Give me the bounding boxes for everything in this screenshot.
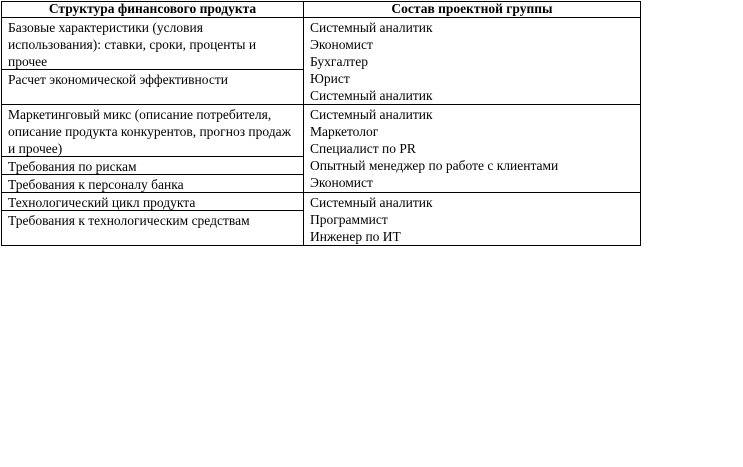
header-structure: Структура финансового продукта [2, 2, 304, 18]
structure-cell [2, 18, 304, 105]
structure-item: Требования по рискам [2, 156, 303, 174]
table-row [2, 193, 641, 246]
table-row [2, 105, 641, 193]
team-member: Системный аналитик [310, 20, 433, 35]
structure-cell [2, 105, 304, 193]
structure-item: Требования к технологическим средствам [2, 210, 303, 244]
team-member: Опытный менеджер по работе с клиентами [310, 158, 559, 173]
team-member: Маркетолог [310, 124, 379, 139]
team-member: Экономист [310, 37, 373, 52]
header-row [2, 2, 641, 18]
team-member: Инженер по ИТ [310, 229, 401, 244]
team-member: Юрист [310, 71, 350, 86]
structure-item: Расчет экономической эффективности [2, 69, 303, 103]
product-team-table [1, 1, 641, 246]
team-cell [304, 193, 641, 246]
team-cell [304, 105, 641, 193]
team-member: Системный аналитик [310, 195, 433, 210]
team-member: Бухгалтер [310, 54, 368, 69]
team-member: Специалист по PR [310, 141, 416, 156]
table-row [2, 18, 641, 105]
team-member: Программист [310, 212, 388, 227]
team-member: Экономист [310, 175, 373, 190]
structure-item: Технологический цикл продукта [8, 195, 196, 210]
structure-cell [2, 193, 304, 246]
team-cell [304, 18, 641, 105]
team-member: Системный аналитик [310, 88, 433, 103]
header-team: Состав проектной группы [304, 2, 641, 18]
structure-item: Требования к персоналу банка [2, 174, 303, 192]
team-member: Системный аналитик [310, 107, 433, 122]
structure-item: Маркетинговый микс (описание потребителя, описание продукта конкурентов, прогноз продаж и прочее) [8, 107, 291, 156]
structure-item: Базовые характеристики (условия использования): ставки, сроки, проценты и прочее [8, 20, 257, 69]
